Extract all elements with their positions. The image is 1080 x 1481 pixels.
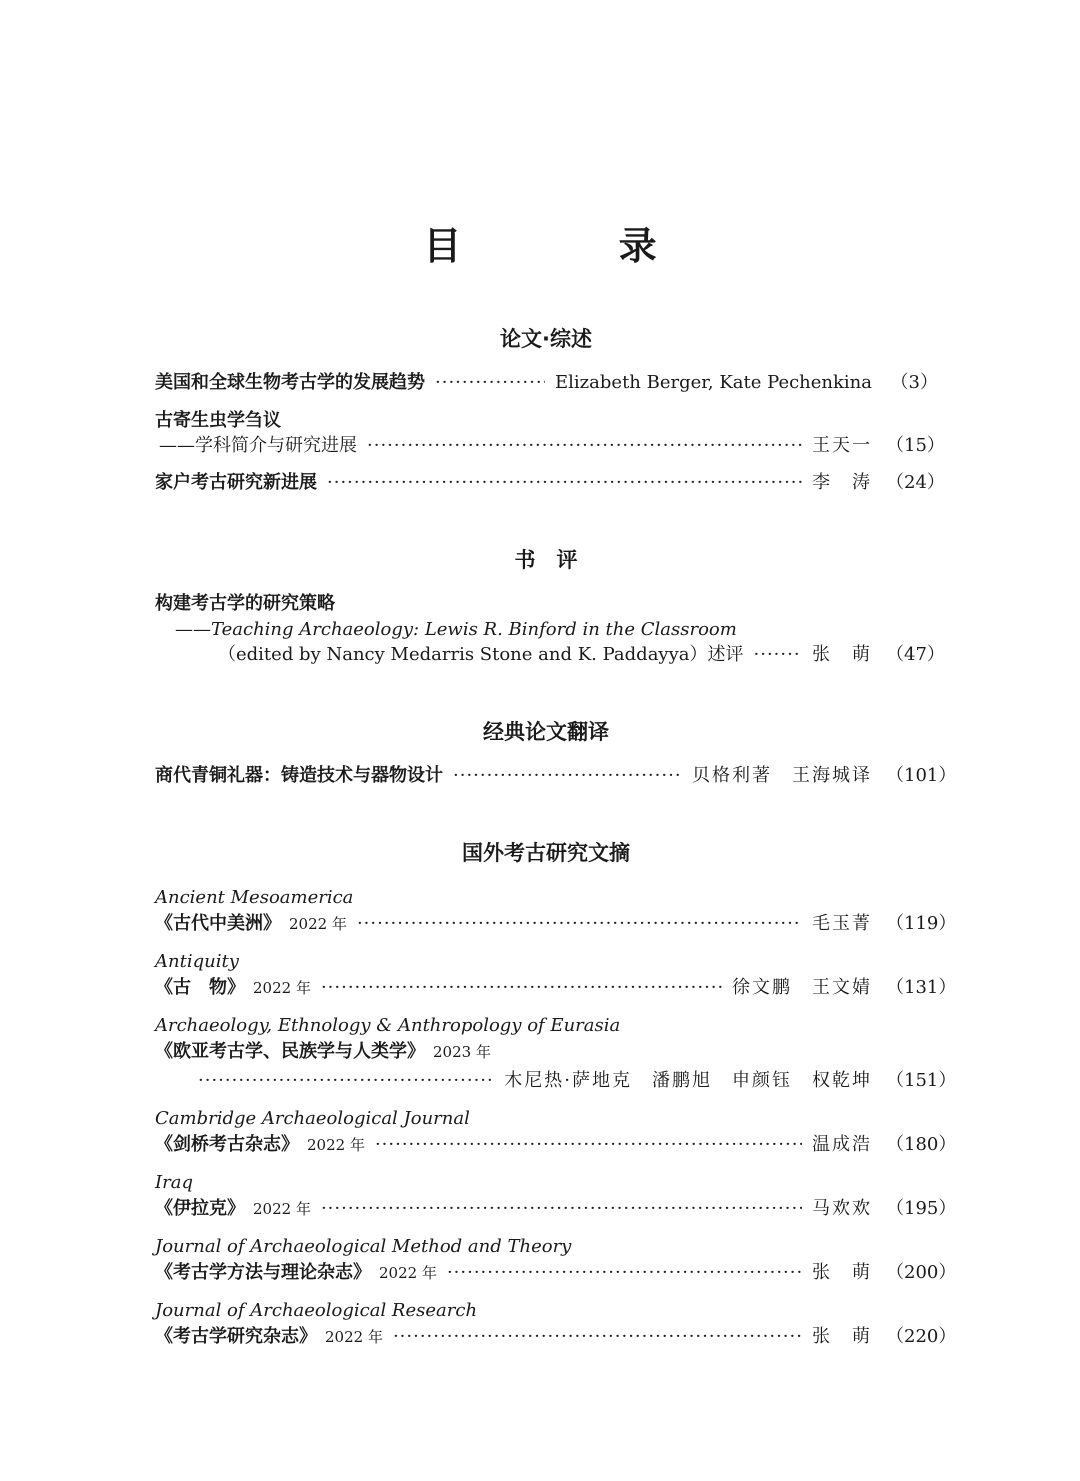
journal-name-text: Archaeology, Ethnology & Anthropology of Eurasia [155, 1015, 621, 1036]
leader-dots [327, 470, 802, 496]
journal-cn: 《古代中美洲》 [155, 913, 281, 934]
journal-year: 2022 年 [325, 1328, 383, 1346]
toc-entry[interactable] [218, 642, 945, 668]
toc-entry[interactable] [155, 1260, 957, 1286]
journal-cn: 《伊拉克》 [155, 1198, 245, 1219]
journal-year: 2022 年 [307, 1136, 365, 1154]
leader-dots [321, 1196, 802, 1222]
journal-cn: 《考古学方法与理论杂志》 [155, 1262, 371, 1283]
journal-name [155, 1013, 938, 1039]
leader-dots [435, 370, 545, 396]
entry-author: 贝格利著 王海城译 [692, 765, 872, 786]
page-title: 目 录 [423, 223, 729, 268]
journal-year: 2023 年 [433, 1043, 491, 1061]
entry-subtitle: ——学科简介与研究进展 [159, 435, 357, 456]
toc-entry[interactable] [198, 1068, 957, 1094]
section-heading-papers: 论文·综述 [500, 327, 592, 351]
entry-page: （15） [886, 435, 945, 456]
entry-subtitle-prefix: —— [175, 619, 211, 640]
entry-third-line: （edited by Nancy Medarris Stone and K. Paddayya）述评 [218, 644, 744, 665]
entry-author: 木尼热·萨地克 潘鹏旭 申颜钰 权乾坤 [504, 1070, 872, 1091]
toc-entry[interactable] [155, 911, 957, 937]
entry-page: （220） [886, 1326, 957, 1347]
entry-author: Elizabeth Berger, Kate Pechenkina [555, 372, 872, 393]
entry-author: 张 萌 [812, 1262, 872, 1283]
journal-cn: 《剑桥考古杂志》 [155, 1134, 299, 1155]
entry-page: （131） [886, 977, 957, 998]
journal-year: 2022 年 [253, 1200, 311, 1218]
journal-year: 2022 年 [379, 1264, 437, 1282]
section-heading-abstracts: 国外考古研究文摘 [462, 841, 630, 865]
entry-title: 构建考古学的研究策略 [155, 593, 335, 614]
entry-title: 家户考古研究新进展 [155, 472, 317, 493]
leader-dots [357, 911, 802, 937]
journal-name [155, 1298, 938, 1324]
journal-name [155, 885, 938, 911]
toc-entry[interactable] [155, 763, 957, 789]
entry-page: （24） [886, 472, 945, 493]
entry-page: （151） [886, 1070, 957, 1091]
entry-page: （200） [886, 1262, 957, 1283]
journal-name-text: Ancient Mesoamerica [155, 887, 354, 908]
leader-dots [198, 1068, 494, 1094]
toc-entry-title-line[interactable] [155, 408, 938, 434]
entry-page: （119） [886, 913, 957, 934]
journal-year: 2022 年 [253, 979, 311, 997]
journal-cn: 《考古学研究杂志》 [155, 1326, 317, 1347]
toc-entry-title-line [155, 1039, 938, 1065]
leader-dots [375, 1132, 802, 1158]
toc-entry[interactable] [155, 433, 945, 459]
section-heading-translations: 经典论文翻译 [483, 720, 609, 744]
leader-dots [754, 642, 803, 668]
entry-author: 张 萌 [812, 644, 872, 665]
toc-entry[interactable] [155, 1324, 957, 1350]
journal-name [155, 1106, 938, 1132]
entry-page: （3） [890, 372, 938, 393]
toc-entry-subtitle-line [175, 617, 938, 643]
leader-dots [447, 1260, 802, 1286]
toc-entry[interactable] [155, 370, 938, 396]
toc-entry[interactable] [155, 1132, 957, 1158]
journal-name-text: Journal of Archaeological Method and Theory [155, 1236, 572, 1257]
entry-title: 美国和全球生物考古学的发展趋势 [155, 372, 425, 393]
journal-name [155, 1170, 938, 1196]
entry-author: 毛玉菁 [812, 913, 872, 934]
toc-entry[interactable] [155, 975, 957, 1001]
entry-author: 马欢欢 [812, 1198, 872, 1219]
entry-page: （47） [886, 644, 945, 665]
leader-dots [321, 975, 722, 1001]
journal-year: 2022 年 [289, 915, 347, 933]
entry-title: 古寄生虫学刍议 [155, 410, 281, 431]
journal-name-text: Antiquity [155, 951, 239, 972]
entry-author: 张 萌 [812, 1326, 872, 1347]
entry-title: 商代青铜礼器：铸造技术与器物设计 [155, 765, 443, 786]
entry-subtitle: Teaching Archaeology: Lewis R. Binford in the Classroom [211, 619, 737, 640]
toc-entry[interactable] [155, 1196, 957, 1222]
journal-name-text: Journal of Archaeological Research [155, 1300, 478, 1321]
journal-name-text: Cambridge Archaeological Journal [155, 1108, 470, 1129]
toc-entry-title-line[interactable] [155, 591, 938, 617]
leader-dots [453, 763, 682, 789]
entry-page: （195） [886, 1198, 957, 1219]
journal-name-text: Iraq [155, 1172, 193, 1193]
entry-page: （180） [886, 1134, 957, 1155]
entry-author: 温成浩 [812, 1134, 872, 1155]
journal-name [155, 949, 938, 975]
entry-page: （101） [886, 765, 957, 786]
toc-entry[interactable] [155, 470, 945, 496]
entry-author: 王天一 [812, 435, 872, 456]
journal-cn: 《古 物》 [155, 977, 245, 998]
entry-author: 徐文鹏 王文婧 [732, 977, 872, 998]
journal-cn: 《欧亚考古学、民族学与人类学》 [155, 1041, 425, 1062]
leader-dots [393, 1324, 802, 1350]
section-heading-book-review: 书 评 [514, 548, 578, 572]
journal-name [155, 1234, 938, 1260]
leader-dots [367, 433, 802, 459]
entry-author: 李 涛 [812, 472, 872, 493]
